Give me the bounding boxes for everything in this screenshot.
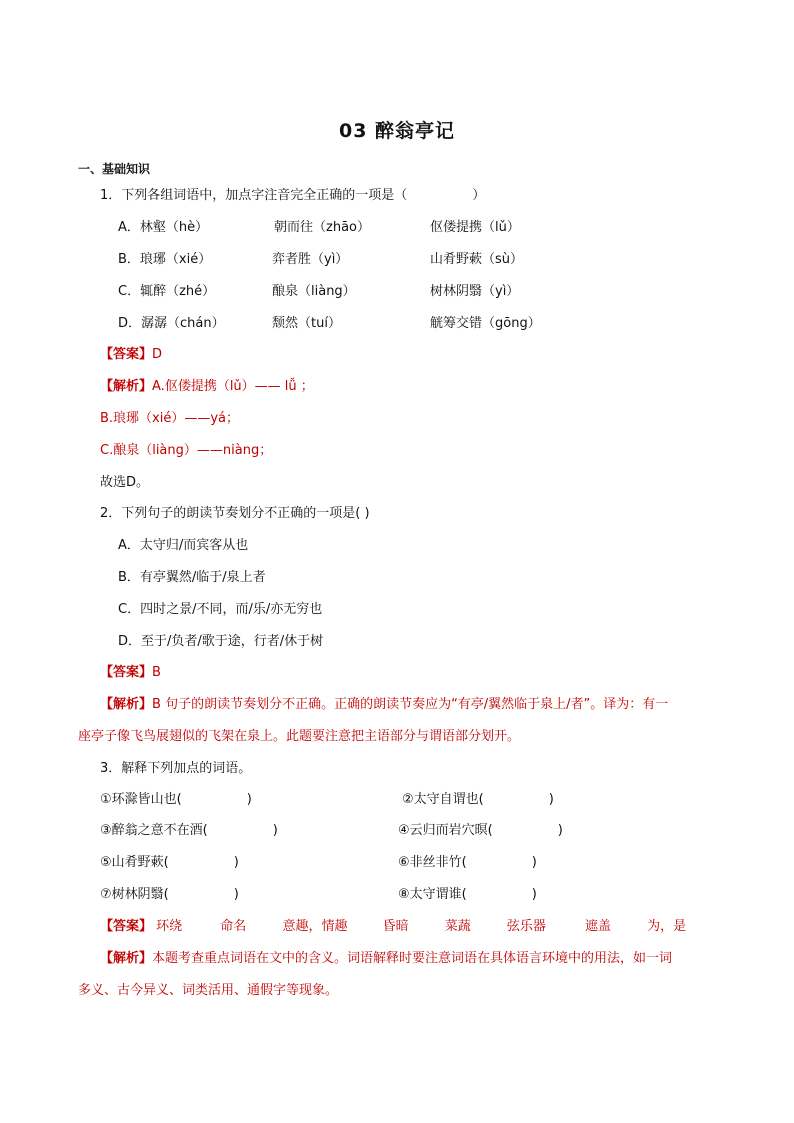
q3-item-4: ④云归而岩穴暝( ) xyxy=(398,823,563,838)
q1-option-b2: 弈者胜（yì） xyxy=(272,252,349,267)
q1-option-b1: B．琅琊（xié） xyxy=(118,252,212,267)
q1-option-a3: 伛偻提携（lǔ） xyxy=(430,220,520,235)
q2-analysis-line1 xyxy=(100,696,668,714)
q1-option-c2: 酿泉（liàng） xyxy=(272,284,356,299)
analysis-text: B 句子的朗读节奏划分不正确。正确的朗读节奏应为“有亭/翼然临于泉上/者”。译为：有一 xyxy=(152,697,669,712)
answer-tag: 【答案】 xyxy=(100,347,153,362)
q1-analysis-line1 xyxy=(100,378,314,396)
q3-answer-6: 弦乐器 xyxy=(506,919,546,934)
q2-answer xyxy=(100,664,161,682)
q2-stem: 2．下列句子的朗读节奏划分不正确的一项是( ) xyxy=(100,506,370,521)
q1-option-d3: 觥筹交错（gōng） xyxy=(430,316,541,331)
answer-tag: 【答案】 xyxy=(100,919,153,934)
q3-answer-7: 遮盖 xyxy=(585,919,612,934)
q1-option-b3: 山肴野蔌（sù） xyxy=(430,252,524,267)
page-title: 03 醉翁亭记 xyxy=(338,120,456,142)
section-heading: 一、基础知识 xyxy=(78,162,151,176)
q3-answer-5: 菜蔬 xyxy=(444,919,471,934)
q3-answer xyxy=(100,918,686,936)
q3-answer-1: 环绕 xyxy=(156,919,183,934)
q1-option-a2: 朝而往（zhāo） xyxy=(274,220,370,235)
analysis-text: 本题考查重点词语在文中的含义。词语解释时要注意词语在具体语言环境中的用法，如一词 xyxy=(152,951,673,966)
q3-item-7: ⑦树林阴翳( ) xyxy=(100,887,239,902)
analysis-text: A.伛偻提携（lǔ）—— lǚ ； xyxy=(152,379,314,394)
q2-option-b: B．有亭翼然/临于/泉上者 xyxy=(118,570,266,585)
q1-option-a1: A．林壑（hè） xyxy=(118,220,209,235)
q1-analysis-line4: 故选D。 xyxy=(100,475,150,490)
q1-option-c3: 树林阴翳（yì） xyxy=(430,284,520,299)
q3-answer-3: 意趣，情趣 xyxy=(282,919,348,934)
q1-option-d1: D．潺潺（chán） xyxy=(118,316,225,331)
q3-item-6: ⑥非丝非竹( ) xyxy=(398,855,537,870)
q1-option-d2: 颓然（tuí） xyxy=(272,316,341,331)
q1-stem: 1．下列各组词语中，加点字注音完全正确的一项是（ ） xyxy=(100,188,486,203)
analysis-tag: 【解析】 xyxy=(100,697,153,712)
q2-analysis-line2: 座亭子像飞鸟展翅似的飞架在泉上。此题要注意把主语部分与谓语部分划开。 xyxy=(78,729,521,744)
q1-analysis-line2: B.琅琊（xié）——yá； xyxy=(100,411,240,426)
q1-answer xyxy=(100,346,162,364)
analysis-tag: 【解析】 xyxy=(100,379,153,394)
q2-option-c: C．四时之景/不同，而/乐/亦无穷也 xyxy=(118,602,323,617)
q3-stem: 3．解释下列加点的词语。 xyxy=(100,761,252,776)
q3-item-5: ⑤山肴野蔌( ) xyxy=(100,855,239,870)
q3-answer-2: 命名 xyxy=(220,919,247,934)
q3-answer-8: 为，是 xyxy=(647,919,687,934)
q3-answer-4: 昏暗 xyxy=(382,919,409,934)
answer-value: D xyxy=(152,347,163,362)
analysis-tag: 【解析】 xyxy=(100,951,153,966)
q3-item-8: ⑧太守谓谁( ) xyxy=(398,887,537,902)
q3-analysis-line1 xyxy=(100,950,672,968)
q3-item-3: ③醉翁之意不在酒( ) xyxy=(100,823,278,838)
q1-option-c1: C．辄醉（zhé） xyxy=(118,284,216,299)
q2-option-a: A．太守归/而宾客从也 xyxy=(118,538,249,553)
q3-item-2: ②太守自谓也( ) xyxy=(402,792,554,807)
q2-option-d: D．至于/负者/歌于途，行者/休于树 xyxy=(118,634,324,649)
answer-tag: 【答案】 xyxy=(100,665,153,680)
q3-analysis-line2: 多义、古今异义、词类活用、通假字等现象。 xyxy=(78,983,339,998)
q1-analysis-line3: C.酿泉（liàng）——niàng； xyxy=(100,443,273,458)
q3-item-1: ①环滁皆山也( ) xyxy=(100,792,252,807)
answer-value: B xyxy=(152,665,161,680)
